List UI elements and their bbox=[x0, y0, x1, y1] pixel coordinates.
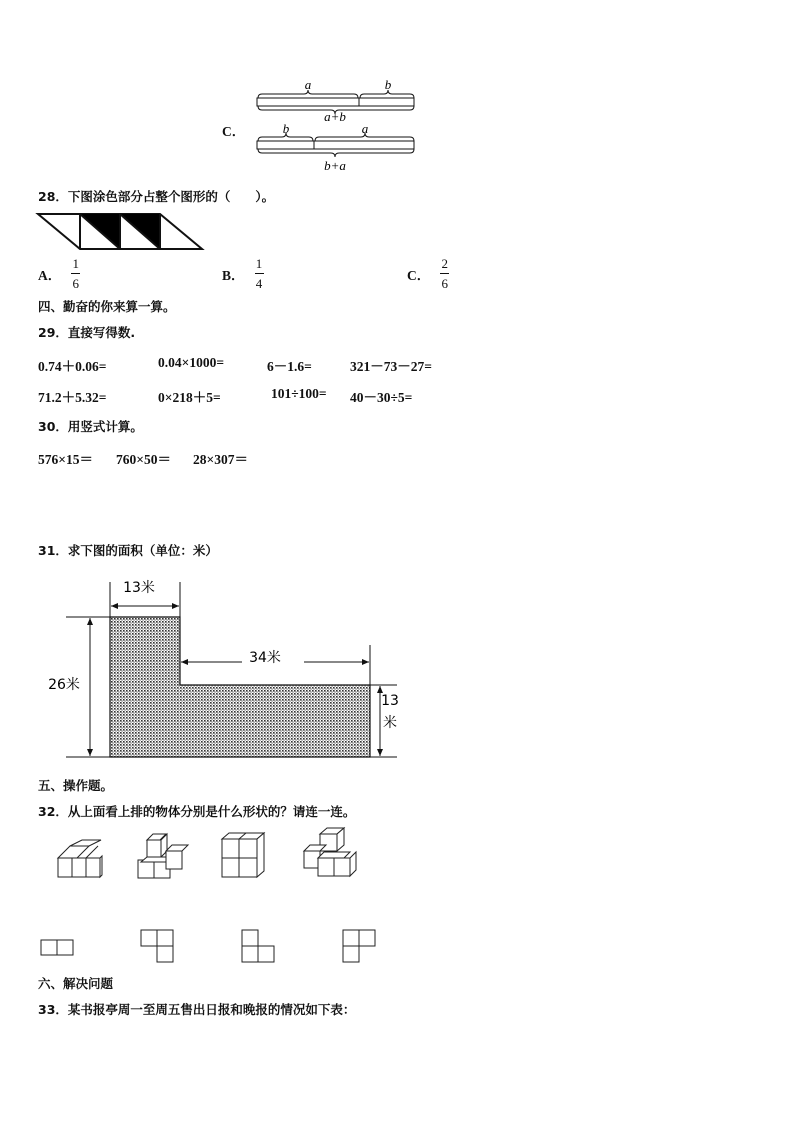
bottom-sum-label: b+a bbox=[324, 158, 346, 173]
dim-top-label: 13米 bbox=[123, 580, 155, 596]
top-view-3 bbox=[242, 930, 274, 962]
bottom-b-label: b bbox=[282, 121, 290, 136]
calc-item: 6－1.6= bbox=[267, 359, 312, 374]
top-view-1 bbox=[41, 940, 73, 955]
vertical-calc-item: 760×50＝ bbox=[116, 452, 171, 467]
bottom-a-label: a bbox=[361, 121, 369, 136]
fraction-b: $\frac{1}{4}$ bbox=[255, 256, 263, 291]
option-c-label: C． bbox=[222, 124, 246, 139]
q33-text: 33．某书报亭周一至周五售出日报和晚报的情况如下表： bbox=[38, 1002, 356, 1017]
fraction-c: $\frac{2}{6}$ bbox=[441, 256, 448, 291]
q32-text: 32．从上面看上排的物体分别是什么形状的？请连一连。 bbox=[38, 804, 356, 819]
calc-item: 0×218＋5= bbox=[158, 390, 221, 405]
cube-object-1 bbox=[58, 840, 102, 877]
top-sum-label: a+b bbox=[324, 109, 346, 124]
top-view-4 bbox=[343, 930, 375, 962]
calc-item: 40－30÷5= bbox=[350, 390, 413, 405]
section-6-heading: 六、解决问题 bbox=[38, 976, 114, 991]
top-view-2 bbox=[141, 930, 173, 962]
cube-object-2 bbox=[138, 834, 188, 878]
dim-left-label: 26米 bbox=[48, 677, 80, 693]
section-4-heading: 四、勤奋的你来算一算。 bbox=[38, 299, 176, 314]
option-b-label: B． bbox=[222, 267, 245, 283]
dim-right-label-num: 13 bbox=[381, 693, 399, 709]
cube-object-3 bbox=[222, 833, 264, 877]
cube-object-4 bbox=[304, 828, 356, 876]
fraction-a: $\frac{1}{6}$ bbox=[72, 256, 79, 291]
top-a-label: a bbox=[304, 77, 312, 92]
option-c-label-q28: C． bbox=[407, 267, 431, 283]
calc-item: 101÷100= bbox=[271, 386, 327, 401]
option-a-label: A． bbox=[38, 267, 62, 283]
dim-middle-label: 34米 bbox=[249, 650, 281, 666]
dim-right-label-unit: 米 bbox=[383, 715, 397, 731]
top-b-label: b bbox=[384, 77, 392, 92]
vertical-calc-item: 28×307＝ bbox=[193, 452, 248, 467]
calc-item: 0.04×1000= bbox=[158, 355, 225, 370]
q29-text: 29．直接写得数. bbox=[38, 325, 136, 340]
q28-text: 28．下图涂色部分占整个图形的（ ）。 bbox=[38, 189, 275, 204]
calc-item: 0.74＋0.06= bbox=[38, 359, 107, 374]
calc-item: 71.2＋5.32= bbox=[38, 390, 107, 405]
section-5-heading: 五、操作题。 bbox=[38, 778, 114, 793]
q31-text: 31．求下图的面积（单位：米） bbox=[38, 543, 218, 558]
q30-text: 30．用竖式计算。 bbox=[38, 419, 143, 434]
vertical-calc-item: 576×15＝ bbox=[38, 452, 93, 467]
calc-item: 321－73－27= bbox=[350, 359, 432, 374]
